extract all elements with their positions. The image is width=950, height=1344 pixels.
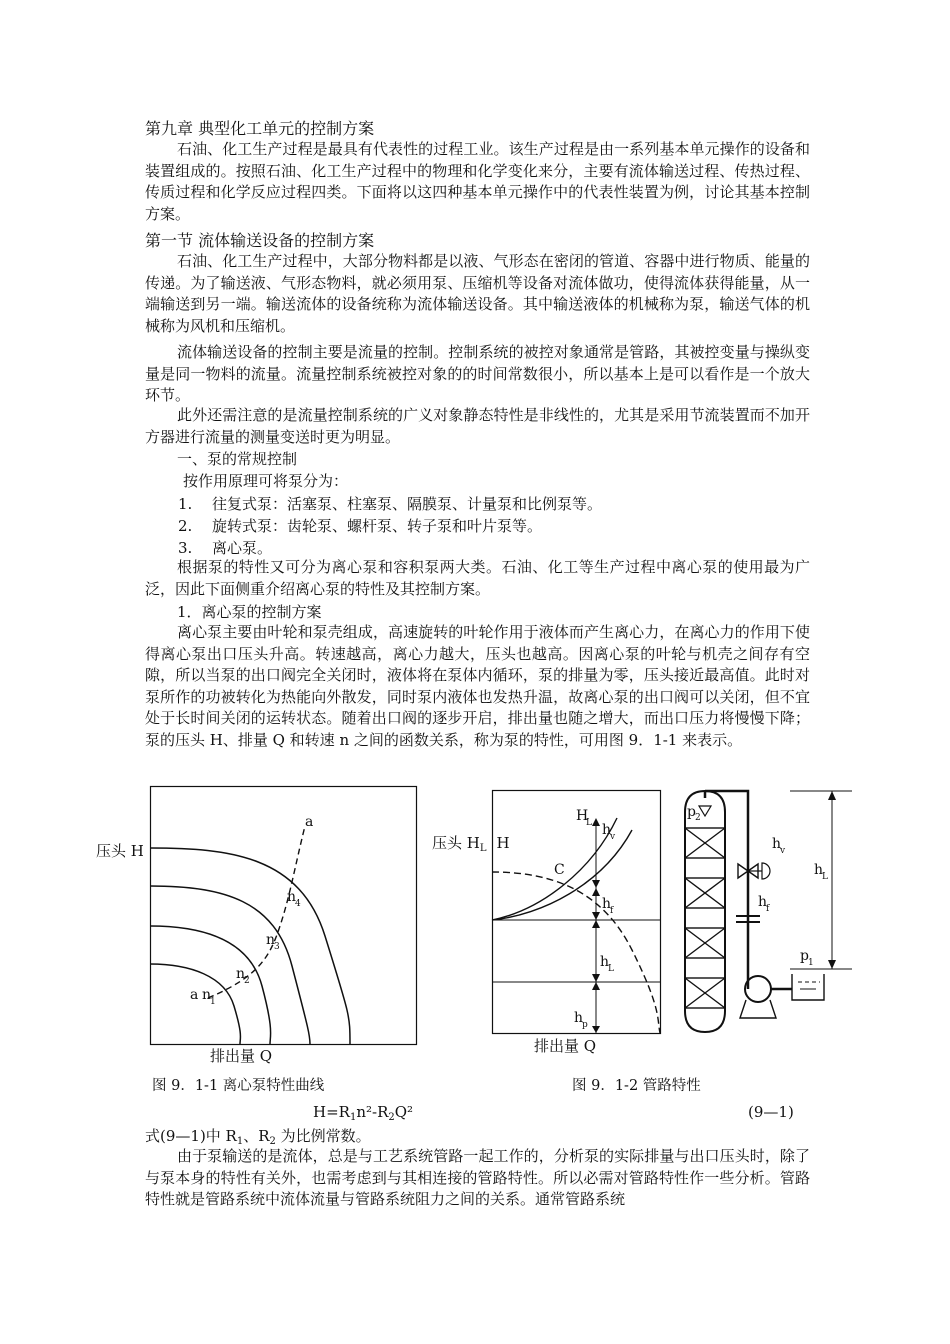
fig2-arrowhead (592, 880, 600, 888)
svg-text:1: 1 (210, 997, 216, 1007)
svg-text:L: L (822, 872, 828, 882)
svg-text:3: 3 (274, 942, 280, 952)
intro-paragraph: 石油、化工生产过程是最具有代表性的过程工业。该生产过程是由一系列基本单元操作的设备和装置组成的。按照石油、化工生产过程中的物理和化学变化来分，主要有流体输送过程、传热过程、传质过程和化学反应过程四类。下面将以这四种基本单元操作中的代表性装置为例，讨论其基本控制方案。 (145, 140, 810, 223)
fig2-arrowhead (592, 974, 600, 982)
final-paragraph: 由于泵输送的是流体，总是与工艺系统管路一起工作的，分析泵的实际排量与出口压头时，除了与泵本身的特性有关外，也需考虑到与其相连接的管路特性。所以必需对管路特性作一些分析。管路特性就是管路系统中流体流量与管路系统阻力之间的关系。通常管路系统 (145, 1147, 810, 1208)
column-vessel (685, 791, 725, 1032)
label-hv: h (772, 836, 782, 852)
fig1-x-label: 排出量 Q (210, 1047, 273, 1065)
column-nozzle (699, 806, 711, 816)
chapter-title: 第九章 典型化工单元的控制方案 (145, 119, 375, 138)
dimension-arrow (828, 960, 836, 969)
svg-text:v: v (610, 832, 616, 842)
svg-text:f: f (610, 906, 614, 916)
fig2-arrowhead (592, 982, 600, 990)
formula-number: (9—1) (748, 1103, 794, 1121)
pump-classify-intro: 按作用原理可将泵分为： (183, 472, 349, 490)
fig1-curve-n4 (150, 848, 350, 1044)
svg-text:4: 4 (295, 899, 301, 909)
fig2-pipeline-schematic (680, 786, 855, 1036)
fig2-arrowhead (592, 818, 600, 826)
fig1-label-n4: n (287, 889, 297, 905)
pump-paragraph: 根据泵的特性又可分为离心泵和容积泵两大类。石油、化工等生产过程中离心泵的使用最为广泛，因此下面侧重介绍离心泵的特性及其控制方案。 (145, 558, 810, 598)
label-p1: p (800, 948, 809, 964)
fig2-label-c: C (554, 862, 565, 878)
label-hf: h (758, 894, 768, 910)
fig1-frame (151, 787, 417, 1045)
valve-actuator (762, 863, 770, 879)
fig1-y-label: 压头 H (96, 842, 144, 860)
fig2-y-label: 压头 $H_L$ H (432, 834, 510, 854)
feed-tank (792, 974, 824, 1000)
label-p2: p (687, 804, 696, 820)
fig2-arrowhead (592, 1026, 600, 1033)
fig2-label-hl-curve: H (576, 808, 589, 824)
fig1-curve-n2 (150, 926, 271, 1044)
label-hl: h (814, 862, 824, 878)
svg-text:2: 2 (244, 976, 250, 986)
fig2-label-hp: h (574, 1010, 584, 1026)
fig1-label-n1: n (202, 987, 212, 1003)
pump-type-item: 2. 旋转式泵：齿轮泵、螺杆泵、转子泵和叶片泵等。 (178, 517, 543, 535)
fig1-label-a-top: a (305, 814, 314, 830)
formula-note: 式(9—1)中 $R_1$、$R_2$ 为比例常数。 (145, 1127, 371, 1147)
svg-text:2: 2 (695, 813, 701, 823)
paragraph-1: 石油、化工生产过程中，大部分物料都是以液、气形态在密闭的管道、容器中进行物质、能量的传递。为了输送液、气形态物料，就必须用泵、压缩机等设备对流体做功，使得流体获得能量，从一端输送到另一端。输送流体的设备统称为流体输送设备。其中输送液体的机械称为泵，输送气体的机械称为风机和压缩机。 (145, 252, 810, 335)
paragraph-3: 此外还需注意的是流量控制系统的广义对象静态特性是非线性的，尤其是采用节流装置而不加开方器进行流量的测量变送时更为明显。 (145, 406, 810, 446)
fig1-label-n3: n (266, 932, 276, 948)
fig1-label-n2: n (236, 966, 246, 982)
fig2-pipeline-characteristic-chart (492, 790, 672, 1035)
fig1-pump-characteristic-chart (150, 786, 418, 1046)
fig2-x-label: 排出量 Q (534, 1037, 597, 1055)
subheading-pump-control: 一、泵的常规控制 (177, 450, 298, 468)
section-title: 第一节 流体输送设备的控制方案 (145, 231, 375, 250)
fig2-label-hv: h (602, 822, 612, 838)
fig2-arrowhead (592, 920, 600, 928)
svg-text:L: L (608, 964, 614, 974)
paragraph-2: 流体输送设备的控制主要是流量的控制。控制系统的被控对象通常是管路，其被控变量与操纵变量是同一物料的流量。流量控制系统被控对象的的时间常数很小，所以基本上是可以看作是一个放大环节。 (145, 343, 810, 404)
svg-text:v: v (780, 846, 786, 856)
subheading-centrifugal: 1．离心泵的控制方案 (177, 603, 322, 621)
centrifugal-paragraph: 离心泵主要由叶轮和泵壳组成，高速旋转的叶轮作用于液体而产生离心力，在离心力的作用下使得离心泵出口压头升高。转速越高，离心力越大，压头也越高。因离心泵的叶轮与机壳之间存有空隙，所以当泵的出口阀完全关闭时，液体将在泵体内循环，泵的排量为零，压头接近最高值。此时对泵所作的功被转化为热能向外散发，同时泵内液体也发热升温，故离心泵的出口阀可以关闭，但不宜处于长时间关闭的运转状态。随着出口阀的逐步开启，排出量也随之增大，而出口压力将慢慢下降；泵的压头 H、排量 Q 和转速 n 之间的函数关系，称为泵的特性，可用图 9．1-1 来表示。 (145, 623, 810, 749)
svg-text:p: p (582, 1020, 588, 1030)
dimension-arrow (828, 791, 836, 800)
fig2-caption: 图 9．1-2 管路特性 (572, 1078, 701, 1094)
svg-text:L: L (586, 818, 592, 828)
fig1-caption: 图 9．1-1 离心泵特性曲线 (152, 1078, 325, 1094)
fig2-label-hl: h (600, 954, 610, 970)
fig1-curve-n1 (150, 964, 240, 1044)
fig2-arrowhead (592, 888, 600, 896)
fig2-label-hf: h (602, 896, 612, 912)
svg-text:f: f (766, 904, 770, 914)
svg-text:1: 1 (808, 958, 814, 968)
fig2-pump-curve (492, 872, 660, 1033)
column-packing (685, 828, 725, 1008)
fig1-label-a-bottom: a (190, 987, 199, 1003)
pump-type-item: 3. 离心泵。 (178, 539, 273, 557)
pump-type-item: 1. 往复式泵：活塞泵、柱塞泵、隔膜泵、计量泵和比例泵等。 (178, 495, 603, 513)
formula-9-1: $H=R_1n^2-R_2Q^2$ (313, 1103, 414, 1123)
fig2-arrowhead (592, 912, 600, 920)
